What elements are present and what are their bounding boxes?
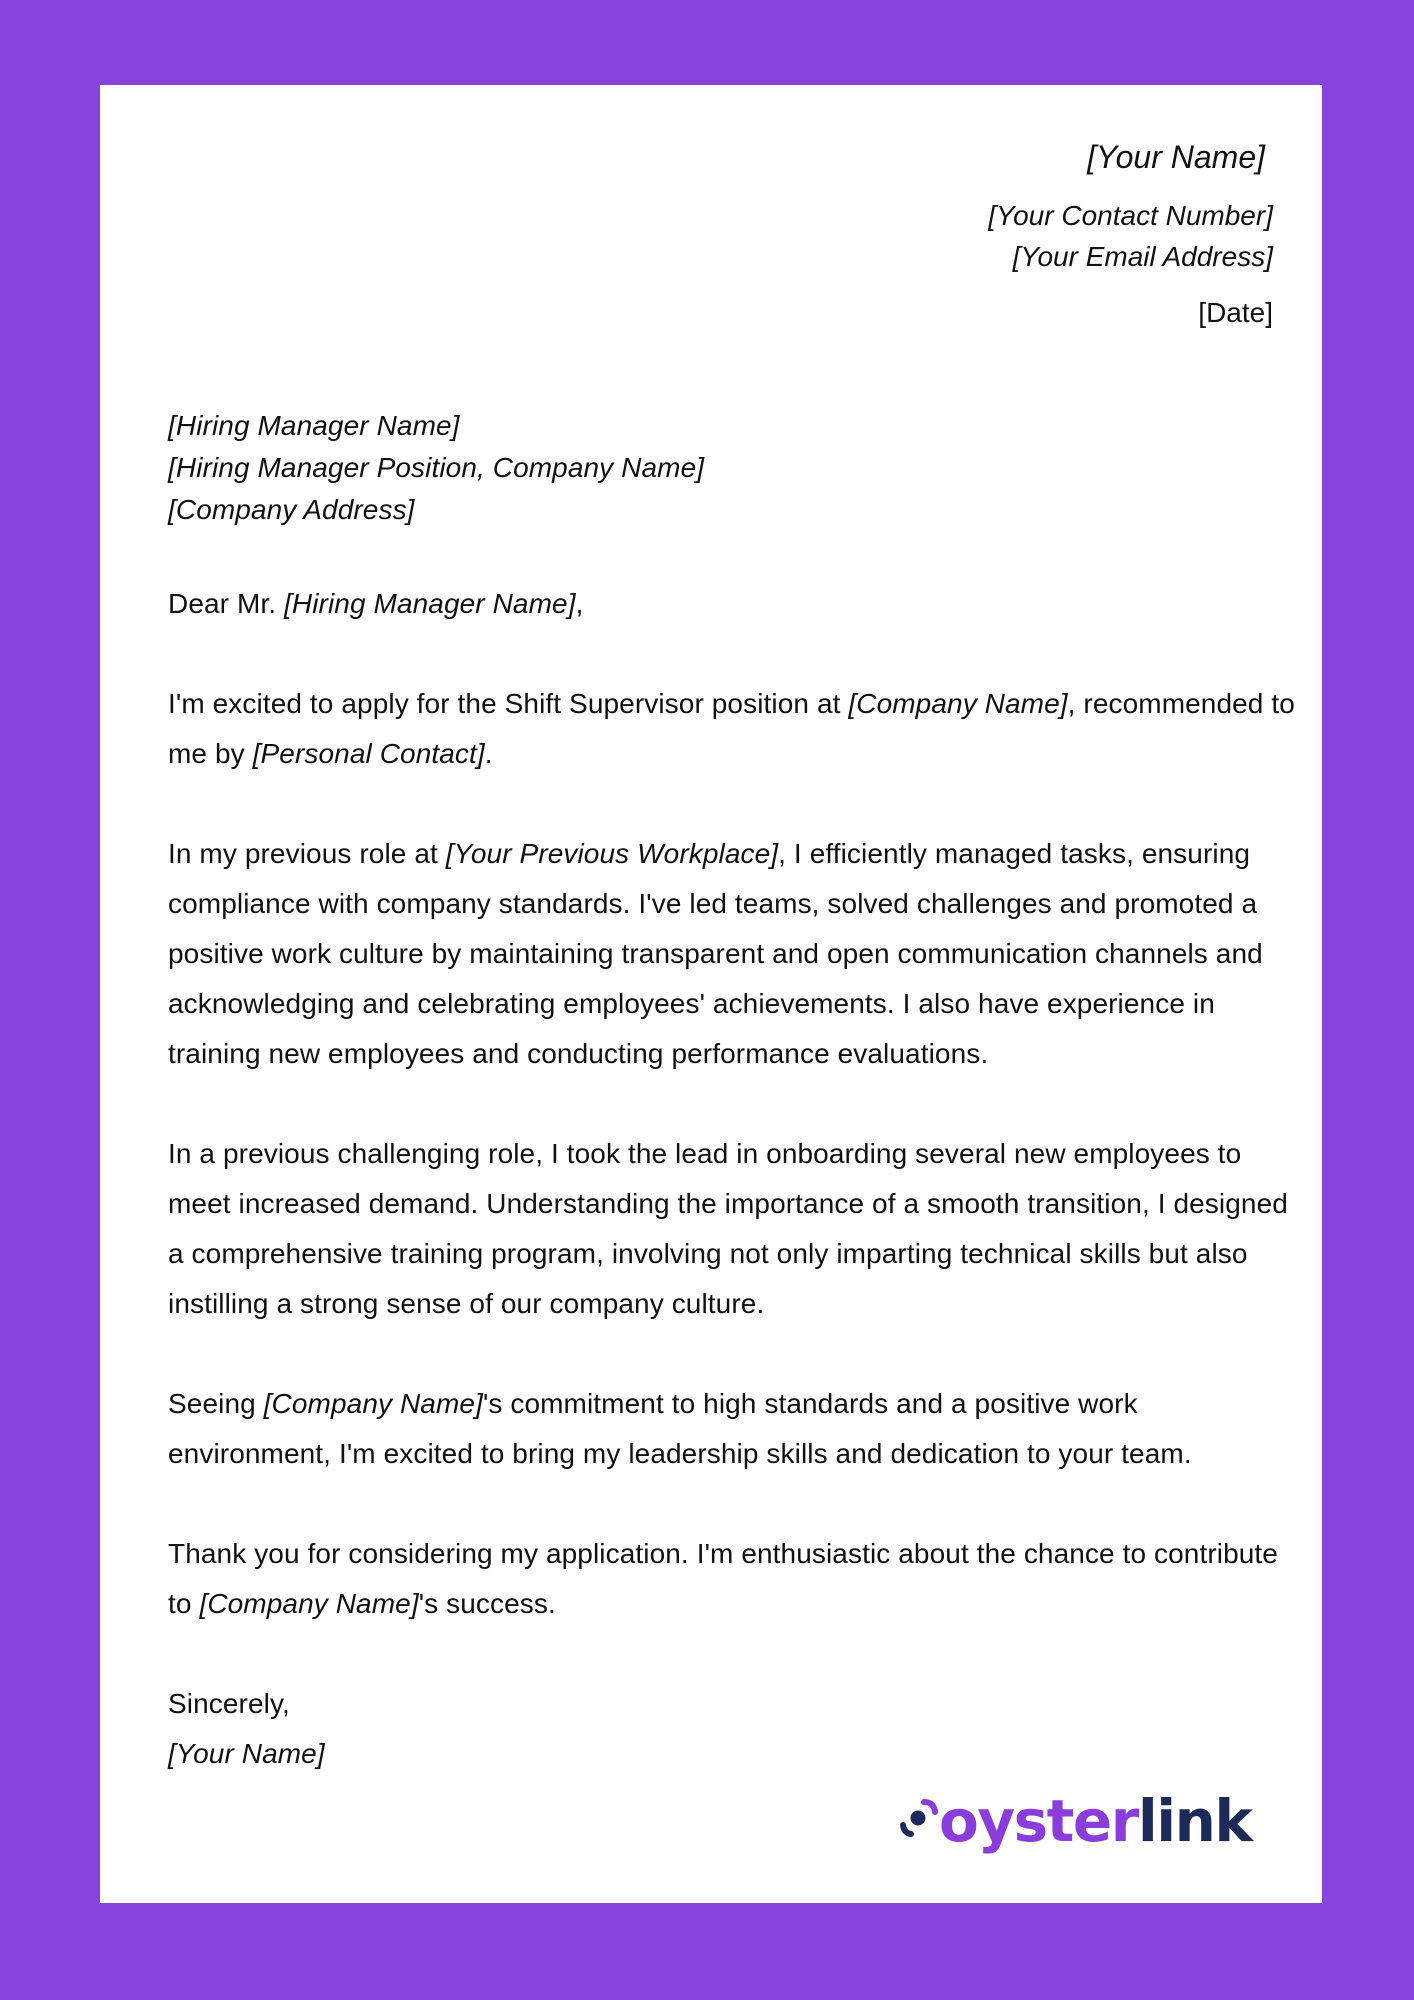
sender-block [988, 137, 1273, 333]
svg-text:oysterlink [939, 1787, 1254, 1855]
paragraph-1 [168, 679, 1298, 779]
paragraph-5-company-name: [Company Name] [199, 1588, 419, 1619]
sender-name: [Your Name] [1087, 139, 1265, 175]
recipient-position: [Hiring Manager Position, Company Name] [168, 452, 705, 483]
sender-contact [988, 195, 1273, 277]
paragraph-4-text-c: 's commitment to high standards and a positive work environment, I'm excited to bring my leadership skills and dedication to your team. [168, 1388, 1192, 1469]
paragraph-1-text-a: I'm excited to apply for the Shift Supervisor position at [168, 688, 849, 719]
letter-page [100, 85, 1322, 1903]
paragraph-5 [168, 1529, 1298, 1629]
paragraph-4-text-a: Seeing [168, 1388, 264, 1419]
logo-text-link: link [1137, 1787, 1252, 1855]
signature-name: [Your Name] [168, 1738, 325, 1769]
paragraph-1-text-c: , recommended to me by [168, 688, 1295, 769]
oysterlink-logo [897, 1785, 1277, 1865]
paragraph-2-text-c: , I efficiently managed tasks, ensuring compliance with company standards. I've led teams, solved challenges and promoted a positive work culture by maintaining transparent and open communication channels and acknowledging and celebrating employees' achievements. I also have experience in training new employees and conducting performance evaluations. [168, 838, 1263, 1069]
paragraph-5-text-a: Thank you for considering my application. I'm enthusiastic about the chance to contribute to [168, 1538, 1278, 1619]
valediction: Sincerely, [168, 1688, 290, 1719]
paragraph-1-text-e: . [484, 738, 493, 769]
paragraph-3-text: In a previous challenging role, I took the lead in onboarding several new employees to meet increased demand. Understanding the importance of a smooth transition, I designed a comprehensive training program, involving not only imparting technical skills but also instilling a strong sense of our company culture. [168, 1138, 1288, 1319]
paragraph-1-company-name: [Company Name] [848, 688, 1068, 719]
closing-block [168, 1679, 1298, 1779]
paragraph-4-company-name: [Company Name] [263, 1388, 483, 1419]
oysterlink-logo-icon [903, 1802, 935, 1834]
letter-body [168, 405, 1298, 1779]
letter-date: [Date] [1198, 297, 1273, 328]
salutation [168, 579, 1298, 629]
paragraph-3 [168, 1129, 1298, 1329]
sender-contact-number: [Your Contact Number] [988, 200, 1273, 231]
recipient-address: [Company Address] [168, 494, 415, 525]
salutation-prefix: Dear Mr. [168, 588, 285, 619]
paragraph-1-personal-contact: [Personal Contact] [252, 738, 485, 769]
logo-text-oyster: oyster [939, 1787, 1138, 1855]
sender-email: [Your Email Address] [1012, 241, 1273, 272]
salutation-name: [Hiring Manager Name] [284, 588, 576, 619]
paragraph-5-text-c: 's success. [418, 1588, 556, 1619]
paragraph-2-text-a: In my previous role at [168, 838, 446, 869]
recipient-name: [Hiring Manager Name] [168, 410, 460, 441]
paragraph-2-previous-workplace: [Your Previous Workplace] [445, 838, 779, 869]
recipient-block [168, 405, 1298, 531]
salutation-suffix: , [575, 588, 584, 619]
paragraph-2 [168, 829, 1298, 1079]
paragraph-4 [168, 1379, 1298, 1479]
